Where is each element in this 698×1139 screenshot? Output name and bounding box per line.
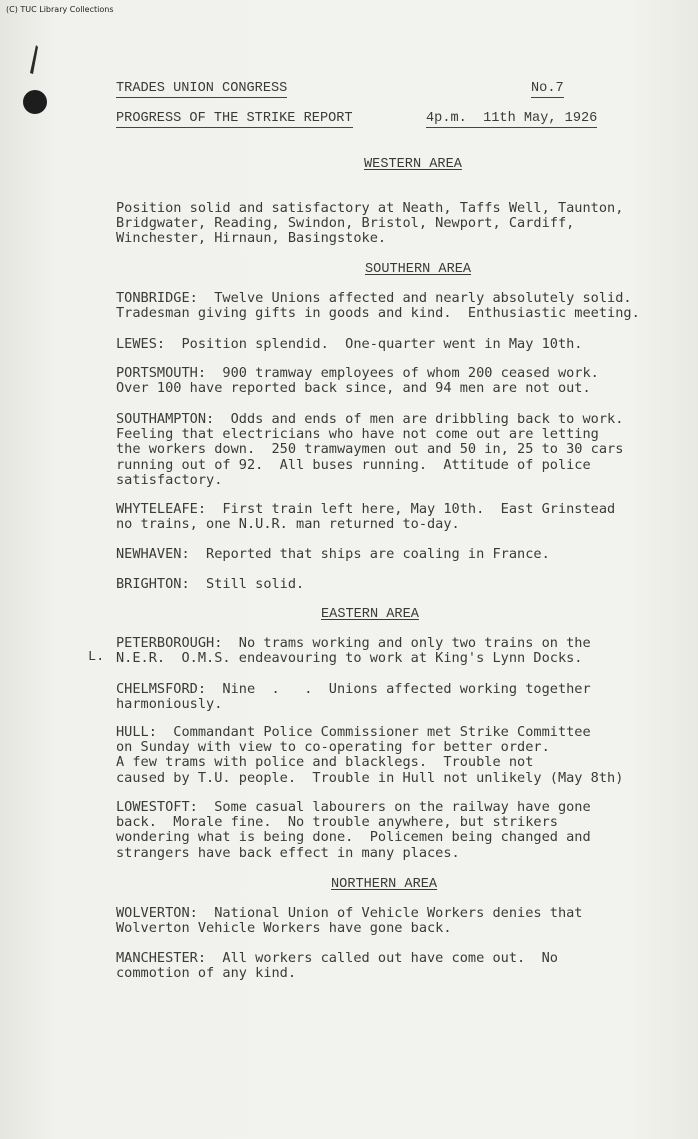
org-heading: TRADES UNION CONGRESS [116,81,288,96]
lewes-paragraph: LEWES: Position splendid. One-quarter went in May 10th. [116,336,583,352]
wolverton-paragraph: WOLVERTON: National Union of Vehicle Workers denies that Wolverton Vehicle Workers have gone back. [116,905,583,937]
report-datetime: 4p.m. 11th May, 1926 [426,111,598,126]
margin-mark: L. [88,650,105,665]
lowestoft-paragraph: LOWESTOFT: Some casual labourers on the railway have gone back. Morale fine. No trouble anywhere, but strikers wondering what is being done. Policemen being changed and strangers have back effect in many places. [116,799,591,861]
report-title: PROGRESS OF THE STRIKE REPORT [116,111,353,126]
tonbridge-paragraph: TONBRIDGE: Twelve Unions affected and nearly absolutely solid. Tradesman giving gifts in goods and kind. Enthusiastic meeting. [116,290,640,322]
portsmouth-paragraph: PORTSMOUTH: 900 tramway employees of whom 200 ceased work. Over 100 have reported back since, and 94 men are not out. [116,365,599,397]
brighton-paragraph: BRIGHTON: Still solid. [116,576,305,592]
peterborough-paragraph: PETERBOROUGH: No trams working and only two trains on the N.E.R. O.M.S. endeavouring to work at King's Lynn Docks. [116,635,591,667]
western-paragraph: Position solid and satisfactory at Neath, Taffs Well, Taunton, Bridgwater, Reading, Swindon, Bristol, Newport, Cardiff, Winchester, Hirnaun, Basingstoke. [116,200,624,247]
eastern-area-heading: EASTERN AREA [321,607,419,622]
southampton-paragraph: SOUTHAMPTON: Odds and ends of men are dribbling back to work. Feeling that electricians who have not come out are letting the workers down. 250 tramwaymen out and 50 in, 25 to 30 cars running out of 92. All buses running. Attitude of police satisfactory. [116,411,624,488]
newhaven-paragraph: NEWHAVEN: Reported that ships are coaling in France. [116,546,550,562]
chelmsford-paragraph: CHELMSFORD: Nine . . Unions affected working together harmoniously. [116,681,591,713]
western-area-heading: WESTERN AREA [364,157,462,172]
paper-clip-icon [28,44,40,76]
report-number: No.7 [531,81,564,96]
southern-area-heading: SOUTHERN AREA [365,262,472,277]
whyteleafe-paragraph: WHYTELEAFE: First train left here, May 10th. East Grinstead no trains, one N.U.R. man returned to-day. [116,501,616,533]
northern-area-heading: NORTHERN AREA [331,877,438,892]
hull-paragraph: HULL: Commandant Police Commissioner met Strike Committee on Sunday with view to co-operating for better order. A few trams with police and blacklegs. Trouble not caused by T.U. people. Trouble in Hull not unlikely (May 8th) [116,724,624,786]
copyright-notice: (C) TUC Library Collections [6,5,114,14]
punch-hole [23,90,47,114]
manchester-paragraph: MANCHESTER: All workers called out have come out. No commotion of any kind. [116,950,558,982]
